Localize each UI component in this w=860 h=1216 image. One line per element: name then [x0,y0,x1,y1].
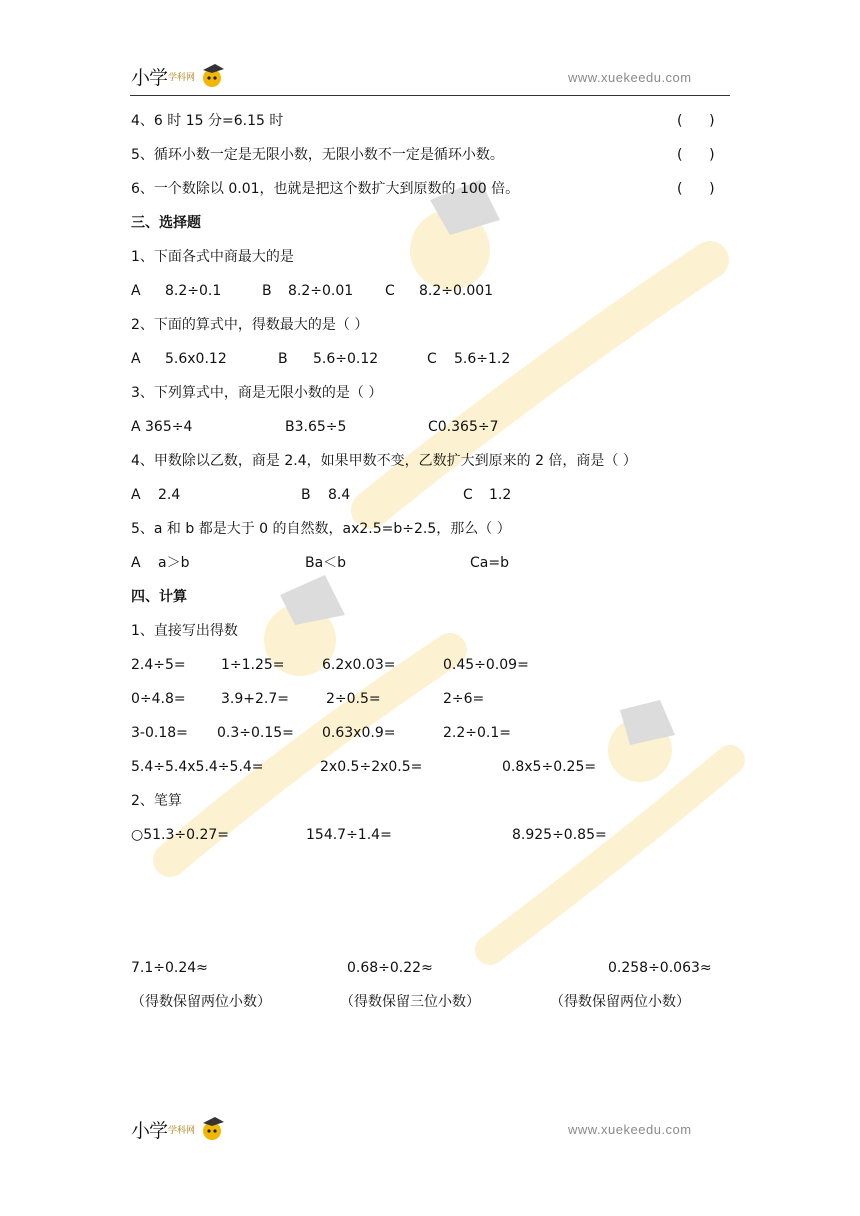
written-calc-item: 8.925÷0.85= [512,827,607,843]
header-logo [131,62,227,90]
approx-calc-item: 0.68÷0.22≈ [347,960,433,976]
calc-item: 2.2÷0.1= [443,725,511,741]
answer-blank[interactable]: ( ) [677,113,715,129]
option: Ba＜b [305,555,347,571]
calc-item: 3.9+2.7= [221,691,289,707]
calc-item: 2.4÷5= [131,657,186,673]
section-title-calc: 四、计算 [131,589,187,605]
bee-mascot-icon [197,1115,227,1143]
judge-item-5: 5、循环小数一定是无限小数，无限小数不一定是循环小数。 [131,147,504,163]
judge-item-6: 6、一个数除以 0.01，也就是把这个数扩大到原数的 100 倍。 [131,181,520,197]
calc-item: 0.45÷0.09= [443,657,529,673]
logo-text: 小学 [131,66,168,89]
written-calc-item: 154.7÷1.4= [306,827,392,843]
calc-item: 2x0.5÷2x0.5= [320,759,423,775]
approx-calc-item: 7.1÷0.24≈ [131,960,208,976]
option-label: C [427,351,437,367]
header-rule [130,95,730,96]
calc-item: 0.63x0.9= [322,725,396,741]
option-value: 1.2 [489,487,512,503]
option-label: A [131,487,141,503]
calc-item: 0÷4.8= [131,691,186,707]
option-label: A [131,555,141,571]
logo-subtext: 学科网 [168,72,196,83]
option-value: 8.2÷0.001 [419,283,494,299]
option-label: A [131,351,141,367]
option-label: B [301,487,311,503]
option-value: 2.4 [158,487,181,503]
option-label: B [278,351,288,367]
calc-item: 0.8x5÷0.25= [502,759,597,775]
option-label: A [131,283,141,299]
section-title-choice: 三、选择题 [131,215,201,231]
option-label: B [262,283,272,299]
answer-blank[interactable]: ( ) [677,147,715,163]
written-calc-item: ○51.3÷0.27= [131,827,230,843]
footer-logo [131,1115,227,1143]
approx-calc-item: 0.258÷0.063≈ [608,960,712,976]
subsection-direct: 1、直接写出得数 [131,623,238,639]
question-2: 2、下面的算式中，得数最大的是（ ） [131,317,369,333]
option-value: 8.4 [328,487,351,503]
calc-item: 0.3÷0.15= [217,725,294,741]
option-label: C [385,283,395,299]
calc-item: 5.4÷5.4x5.4÷5.4= [131,759,264,775]
logo-text: 小学 [131,1119,168,1142]
option-value: 8.2÷0.01 [288,283,354,299]
logo-subtext: 学科网 [168,1125,196,1136]
option-value: 5.6÷0.12 [313,351,379,367]
option: A 365÷4 [131,419,193,435]
option-value: 5.6x0.12 [165,351,227,367]
rounding-note: （得数保留两位小数） [131,994,271,1010]
option: Ca=b [470,555,509,571]
question-5: 5、a 和 b 都是大于 0 的自然数，ax2.5=b÷2.5，那么（ ） [131,521,511,537]
question-4: 4、甲数除以乙数，商是 2.4，如果甲数不变，乙数扩大到原来的 2 倍，商是（ ） [131,453,637,469]
calc-item: 6.2x0.03= [322,657,396,673]
subsection-written: 2、笔算 [131,793,182,809]
calc-item: 2÷6= [443,691,485,707]
option-value: 5.6÷1.2 [454,351,511,367]
option-label: C [463,487,473,503]
option: B3.65÷5 [285,419,347,435]
bee-mascot-icon [197,62,227,90]
calc-item: 1÷1.25= [221,657,285,673]
judge-item-4: 4、6 时 15 分=6.15 时 [131,113,284,129]
rounding-note: （得数保留两位小数） [550,994,690,1010]
question-1: 1、下面各式中商最大的是 [131,249,294,265]
footer-site-url: www.xuekeedu.com [568,1122,692,1137]
option: C0.365÷7 [428,419,499,435]
question-3: 3、下列算式中，商是无限小数的是（ ） [131,385,383,401]
option-value: a＞b [158,555,190,571]
calc-item: 3-0.18= [131,725,188,741]
answer-blank[interactable]: ( ) [677,181,715,197]
rounding-note: （得数保留三位小数） [340,994,480,1010]
header-site-url: www.xuekeedu.com [568,70,692,85]
option-value: 8.2÷0.1 [165,283,222,299]
calc-item: 2÷0.5= [326,691,381,707]
